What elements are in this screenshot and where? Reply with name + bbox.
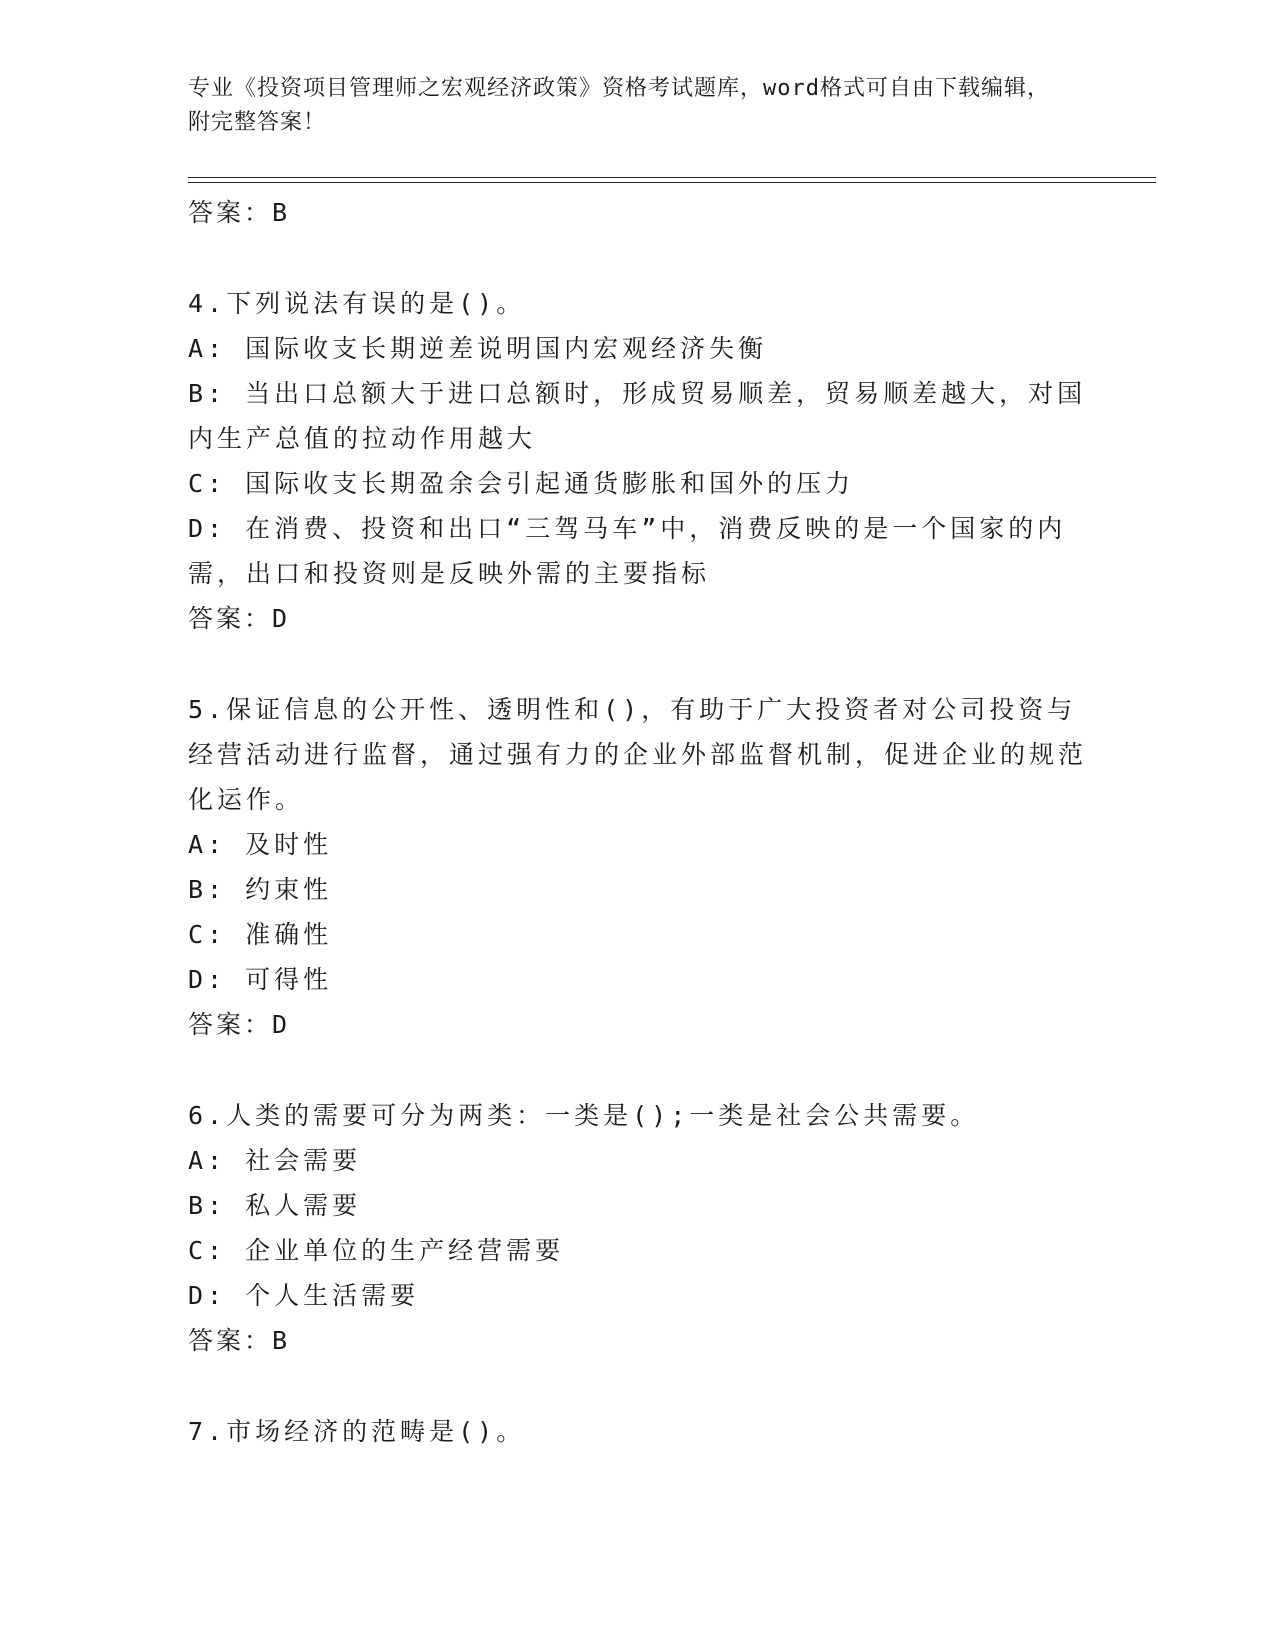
- option-a: A: 及时性: [188, 830, 333, 859]
- question-block: [188, 1093, 1088, 1363]
- question-stem: 7.市场经济的范畴是()。: [188, 1417, 526, 1446]
- option-c: C: 国际收支长期盈余会引起通货膨胀和国外的压力: [188, 469, 855, 498]
- question-stem: 6.人类的需要可分为两类：一类是();一类是社会公共需要。: [188, 1101, 980, 1130]
- option-d: D: 个人生活需要: [188, 1281, 420, 1310]
- answer-line: 答案：D: [188, 1010, 291, 1039]
- option-c: C: 准确性: [188, 920, 333, 949]
- document-header: 专业《投资项目管理师之宏观经济政策》资格考试题库，word格式可自由下载编辑，附完整答案！: [188, 76, 1050, 135]
- option-b: B: 约束性: [188, 875, 333, 904]
- question-stem: 4.下列说法有误的是()。: [188, 289, 526, 318]
- option-b: B: 当出口总额大于进口总额时，形成贸易顺差，贸易顺差越大，对国内生产总值的拉动作用越大: [188, 379, 1087, 453]
- header-rule-top: [188, 177, 1156, 178]
- question-stem: 5.保证信息的公开性、透明性和()，有助于广大投资者对公司投资与经营活动进行监督，通过强有力的企业外部监督机制，促进企业的规范化运作。: [188, 695, 1088, 814]
- question-block: [188, 687, 1088, 1047]
- option-a: A: 社会需要: [188, 1146, 362, 1175]
- answer-line: 答案：D: [188, 604, 291, 633]
- option-c: C: 企业单位的生产经营需要: [188, 1236, 565, 1265]
- option-d: D: 在消费、投资和出口“三驾马车”中，消费反映的是一个国家的内需，出口和投资则是反映外需的主要指标: [188, 514, 1067, 588]
- header-rule-bottom: [188, 182, 1156, 183]
- answer-line: 答案：B: [188, 198, 291, 227]
- option-b: B: 私人需要: [188, 1191, 362, 1220]
- question-block: [188, 281, 1088, 641]
- answer-line: 答案：B: [188, 1326, 291, 1355]
- document-body: [188, 190, 1088, 1454]
- option-a: A: 国际收支长期逆差说明国内宏观经济失衡: [188, 334, 768, 363]
- question-block: [188, 1409, 1088, 1454]
- option-d: D: 可得性: [188, 965, 333, 994]
